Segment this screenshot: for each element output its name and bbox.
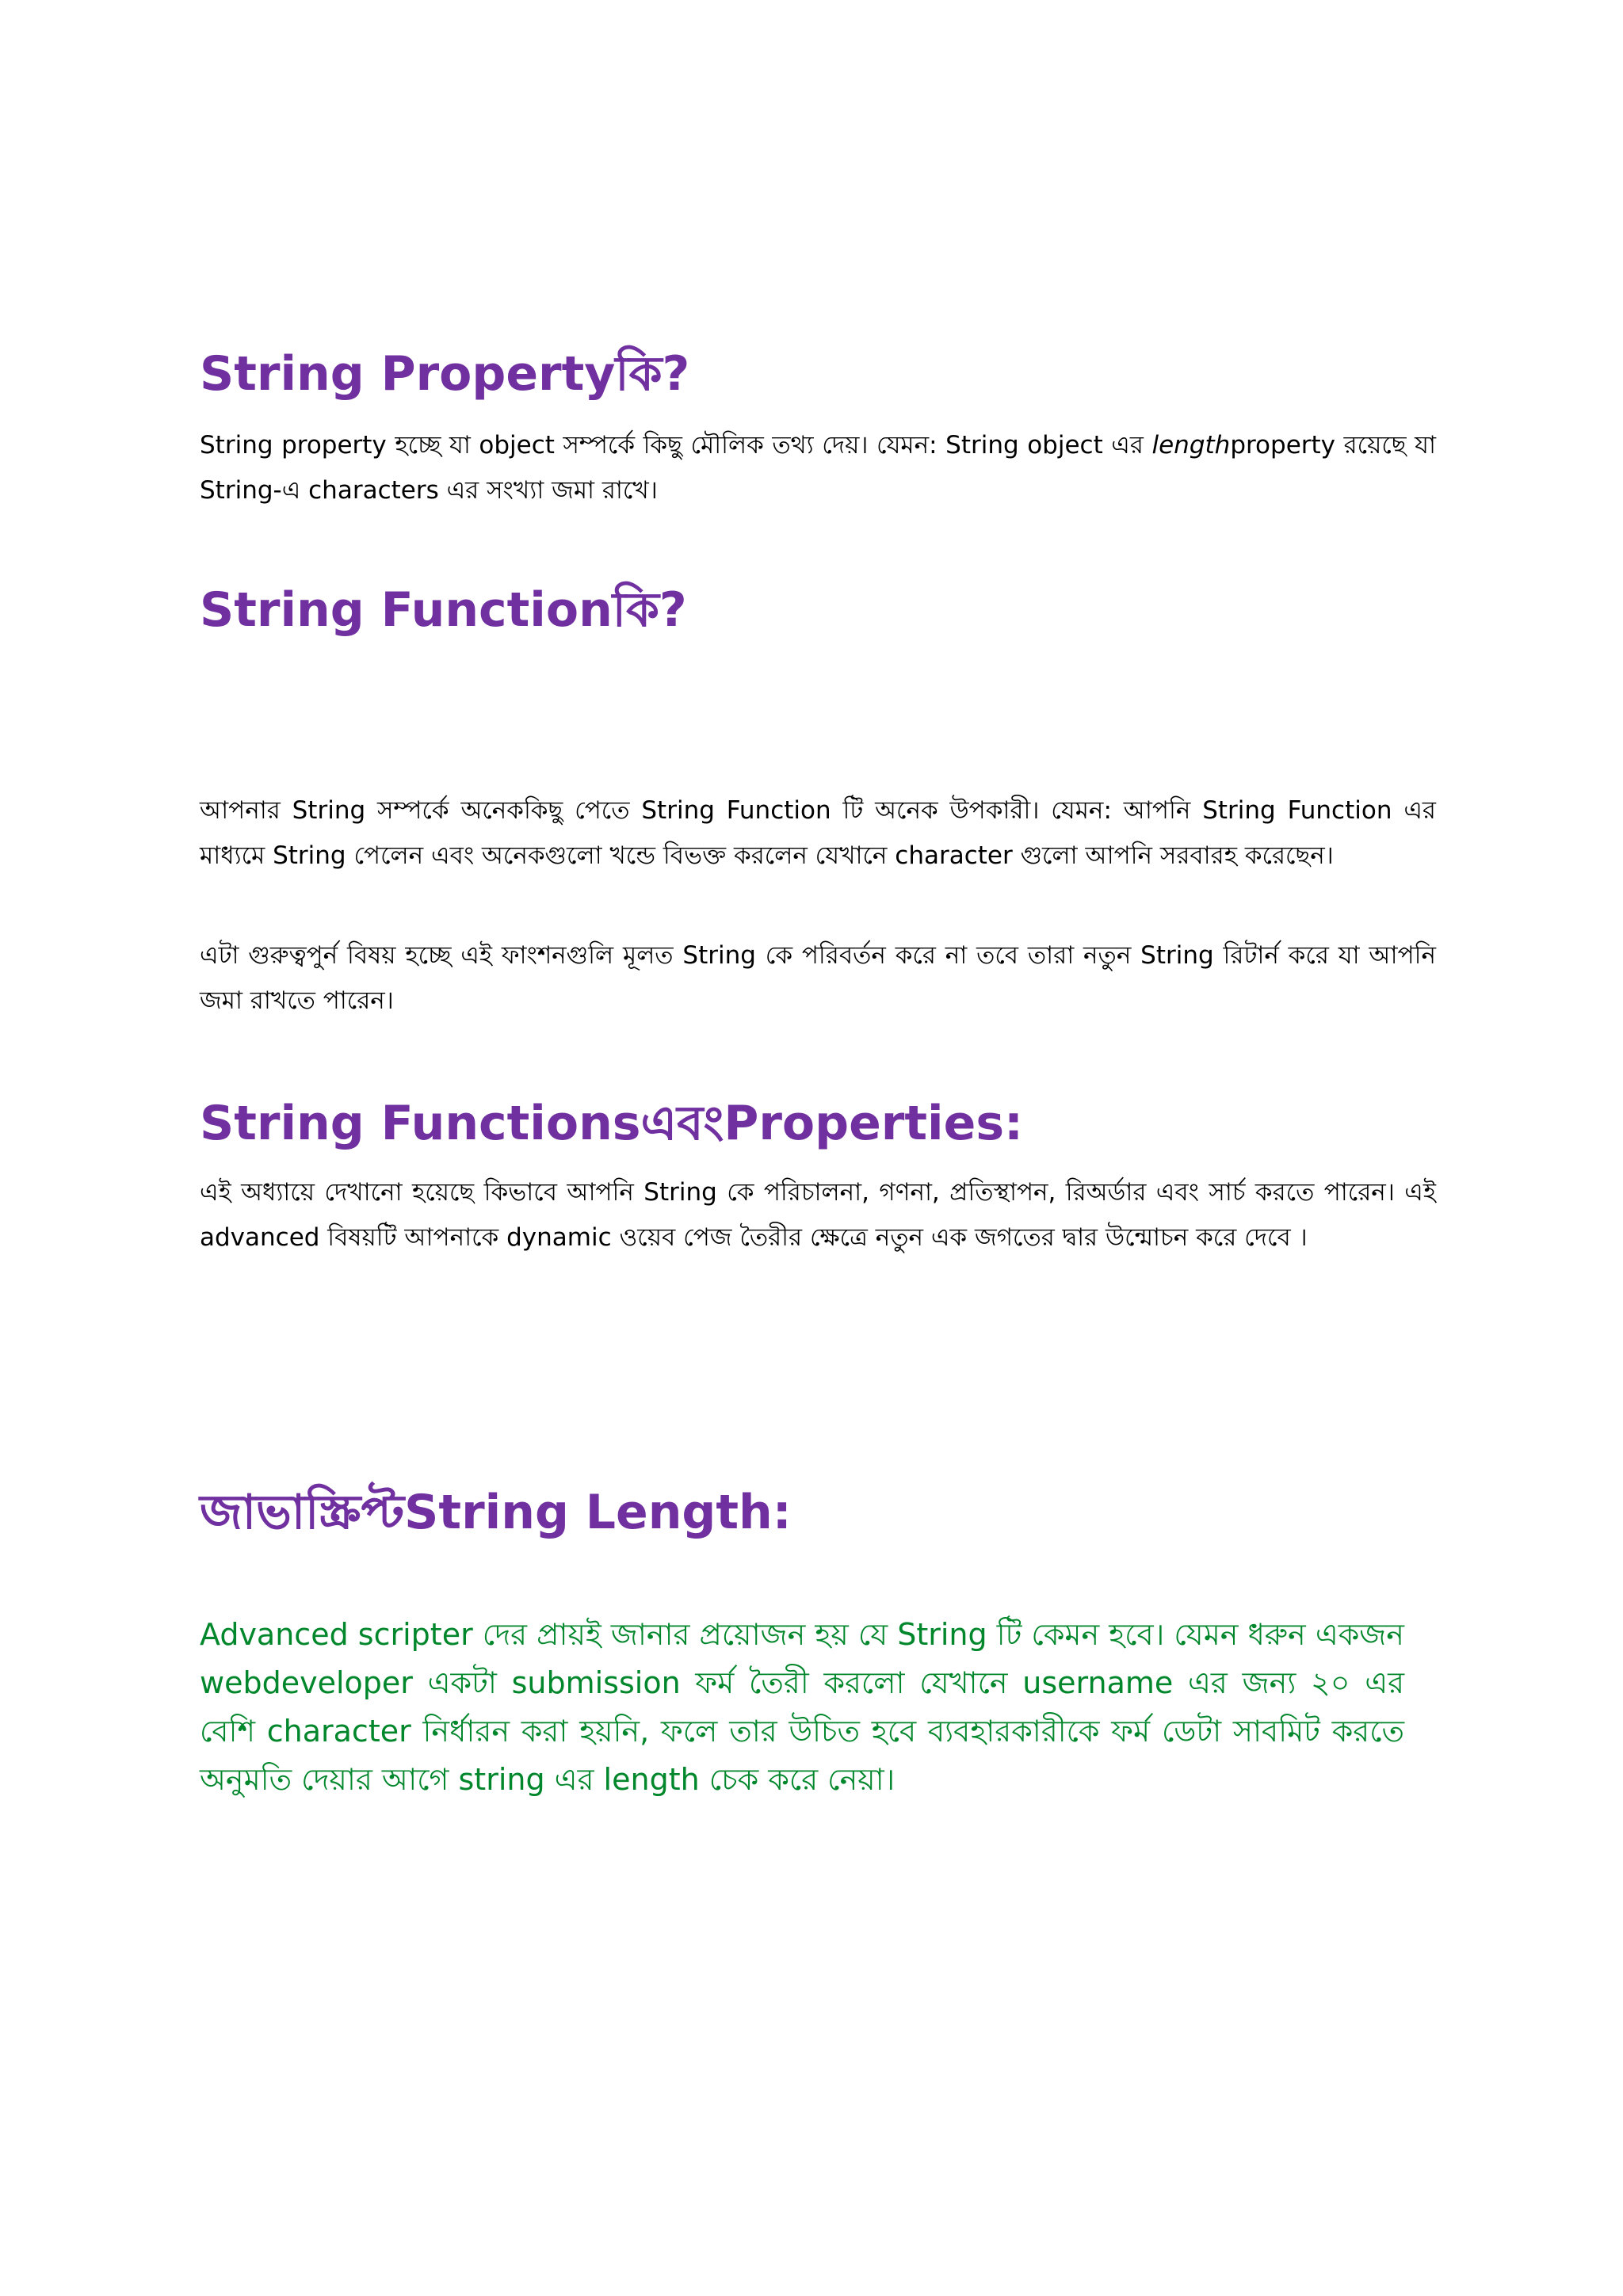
- property-text-after: property রয়েছে যা String-এ characters এর সংখ্যা জমা রাখে।: [200, 431, 1436, 505]
- paragraph-string-length: Advanced scripter দের প্রায়ই জানার প্রয়োজন হয় যে String টি কেমন হবে। যেমন ধরুন একজন webdeveloper একটা submission ফর্ম তৈরী করলো যেখানে username এর জন্য ২০ এর বেশি character নির্ধারন করা হয়নি, ফলে তার উচিত হবে ব্যবহারকারীকে ফর্ম ডেটা সাবমিট করতে অনুমতি দেয়ার আগে string এর length চেক করে নেয়া।: [200, 1617, 1404, 1797]
- property-text-before: String property হচ্ছে যা object সম্পর্কে কিছু মৌলিক তথ্য দেয়। যেমন: String object এর: [200, 431, 1152, 460]
- heading-string-length: জাভাস্ক্রিপ্টString Length:: [200, 1485, 792, 1540]
- paragraph-string-functions-properties: এই অধ্যায়ে দেখানো হয়েছে কিভাবে আপনি String কে পরিচালনা, গণনা, প্রতিস্থাপন, রিঅর্ডার এবং সার্চ করতে পারেন। এই advanced বিষয়টি আপনাকে dynamic ওয়েব পেজ তৈরীর ক্ষেত্রে নতুন এক জগতের দ্বার উন্মোচন করে দেবে ।: [200, 1178, 1436, 1252]
- heading-string-functions-properties: String FunctionsএবংProperties:: [200, 1096, 1024, 1151]
- heading-string-property: String Propertyকি?: [200, 346, 690, 402]
- paragraph-string-function-1: আপনার String সম্পর্কে অনেককিছু পেতে String Function টি অনেক উপকারী। যেমন: আপনি String Function এর মাধ্যমে String পেলেন এবং অনেকগুলো খন্ডে বিভক্ত করলেন যেখানে character গুলো আপনি সরবারহ করেছেন।: [200, 796, 1436, 870]
- paragraph-string-function-2: এটা গুরুত্বপুর্ন বিষয় হচ্ছে এই ফাংশনগুলি মূলত String কে পরিবর্তন করে না তবে তারা নতুন String রিটার্ন করে যা আপনি জমা রাখতে পারেন।: [200, 941, 1436, 1015]
- heading-string-function: String Functionকি?: [200, 582, 687, 638]
- paragraph-string-property: [200, 423, 1436, 513]
- property-text-length-italic: length: [1151, 431, 1231, 460]
